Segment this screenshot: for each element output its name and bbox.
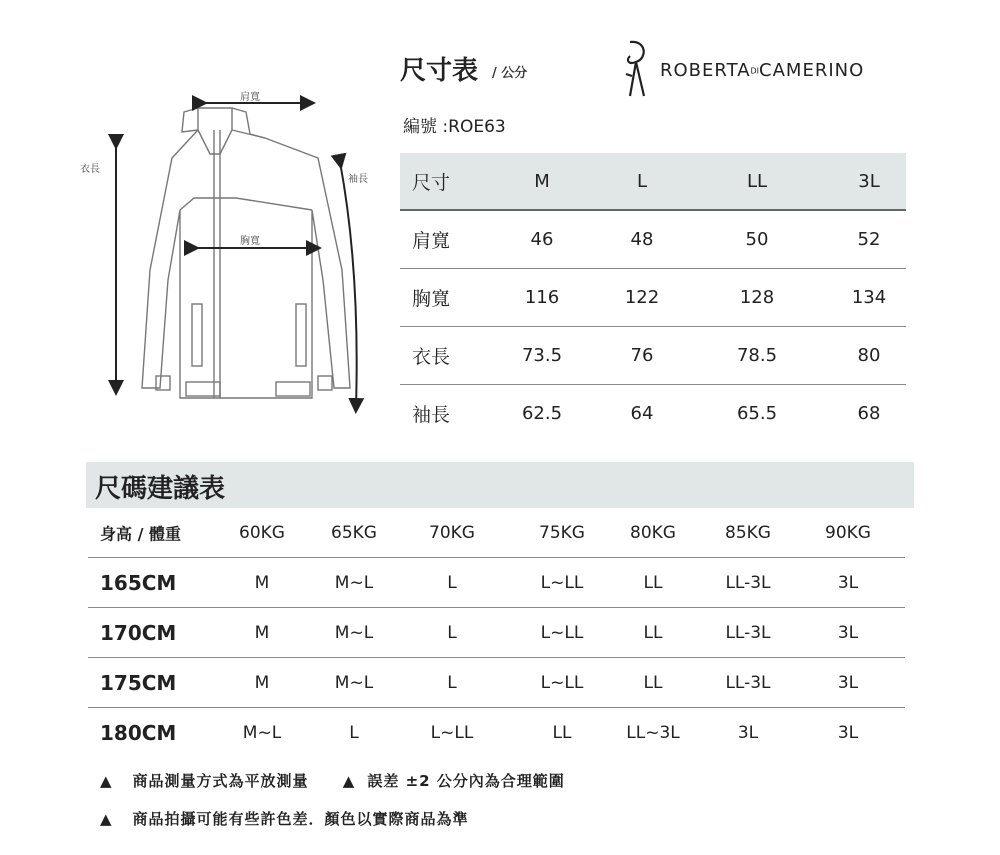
unit-label: / 公分 [492, 66, 528, 81]
recommendation-header-row [88, 508, 905, 558]
height-label: 165CM [100, 570, 177, 595]
size-suggestion: M~L [334, 672, 374, 693]
size-suggestion: 3L [837, 722, 859, 743]
note-measurement: ▲ 商品測量方式為平放測量 ▲ 誤差 ±2 公分內為合理範圍 [100, 772, 565, 790]
size-suggestion: L~LL [540, 572, 584, 593]
size-suggestion: 3L [737, 722, 759, 743]
size-cell: 80 [857, 345, 881, 366]
size-suggestion: LL [643, 622, 663, 643]
size-suggestion: M~L [334, 622, 374, 643]
size-suggestion: L [349, 722, 359, 743]
jacket-diagram [60, 70, 400, 430]
size-cell: 65.5 [736, 403, 778, 424]
size-cell: 64 [630, 403, 654, 424]
recommendation-row-180 [88, 708, 905, 757]
shoulder-label: 肩寬 [240, 92, 260, 103]
weight-header: 80KG [630, 522, 676, 543]
weight-header: 90KG [825, 522, 871, 543]
size-suggestion: 3L [837, 672, 859, 693]
size-suggestion: M [254, 672, 270, 693]
size-suggestion: M [254, 572, 270, 593]
size-cell: 68 [857, 403, 881, 424]
weight-header: 65KG [331, 522, 377, 543]
chest-label: 胸寬 [240, 236, 260, 247]
size-row-sleeve [400, 385, 906, 442]
brand-logo-icon [620, 38, 654, 100]
size-row-label: 衣長 [412, 346, 451, 368]
size-header-ll: LL [746, 170, 768, 192]
size-suggestion: 3L [837, 622, 859, 643]
height-weight-label: 身高 / 體重 [100, 524, 181, 543]
size-row-chest [400, 269, 906, 327]
size-cell: 116 [524, 287, 560, 308]
size-header-label: 尺寸 [412, 171, 451, 194]
size-row-label: 袖長 [412, 404, 451, 426]
size-suggestion: L [447, 622, 457, 643]
size-suggestion: M~L [334, 572, 374, 593]
size-suggestion: LL [643, 572, 663, 593]
triangle-icon: ▲ [100, 810, 113, 828]
size-suggestion: LL~3L [626, 722, 680, 743]
size-header-3l: 3L [858, 170, 880, 192]
size-table [400, 153, 906, 442]
recommendation-row-170 [88, 608, 905, 658]
size-cell: 76 [630, 345, 654, 366]
size-cell: 50 [745, 229, 769, 250]
weight-header: 85KG [725, 522, 771, 543]
size-suggestion: LL-3L [725, 572, 771, 593]
weight-header: 70KG [429, 522, 475, 543]
size-cell: 73.5 [521, 345, 563, 366]
page-title: 尺寸表 [400, 56, 479, 86]
size-row-label: 肩寬 [412, 230, 451, 252]
note-color: ▲ 商品拍攝可能有些許色差．顏色以實際商品為準 [100, 810, 469, 828]
size-cell: 62.5 [521, 403, 563, 424]
recommendation-title: 尺碼建議表 [95, 474, 226, 504]
size-suggestion: LL [643, 672, 663, 693]
size-suggestion: L~LL [430, 722, 474, 743]
size-suggestion: LL-3L [725, 622, 771, 643]
sleeve-label: 袖長 [348, 174, 368, 185]
recommendation-table [88, 508, 905, 757]
size-cell: 78.5 [736, 345, 778, 366]
recommendation-row-175 [88, 658, 905, 708]
brand-name: ROBERTADICAMERINO [660, 60, 865, 81]
size-suggestion: M [254, 622, 270, 643]
size-header-l: L [636, 170, 648, 192]
size-suggestion: L [447, 572, 457, 593]
size-header-m: M [534, 170, 550, 192]
recommendation-row-165 [88, 558, 905, 608]
size-cell: 122 [624, 287, 660, 308]
size-row-label: 胸寬 [412, 288, 451, 310]
size-cell: 134 [851, 287, 887, 308]
size-suggestion: M~L [242, 722, 282, 743]
size-cell: 128 [739, 287, 775, 308]
height-label: 180CM [100, 720, 177, 745]
triangle-icon: ▲ [342, 772, 356, 790]
size-cell: 46 [530, 229, 554, 250]
size-row-length [400, 327, 906, 385]
size-cell: 48 [630, 229, 654, 250]
height-label: 170CM [100, 620, 177, 645]
weight-header: 60KG [239, 522, 285, 543]
length-label: 衣長 [80, 164, 100, 175]
size-suggestion: LL [552, 722, 572, 743]
product-code: 編號 :ROE63 [403, 117, 506, 137]
size-row-shoulder [400, 211, 906, 269]
weight-header: 75KG [539, 522, 585, 543]
size-table-header [400, 153, 906, 211]
height-label: 175CM [100, 670, 177, 695]
size-suggestion: L~LL [540, 672, 584, 693]
size-suggestion: L [447, 672, 457, 693]
size-suggestion: 3L [837, 572, 859, 593]
size-suggestion: L~LL [540, 622, 584, 643]
size-suggestion: LL-3L [725, 672, 771, 693]
triangle-icon: ▲ [100, 772, 113, 790]
size-cell: 52 [857, 229, 881, 250]
